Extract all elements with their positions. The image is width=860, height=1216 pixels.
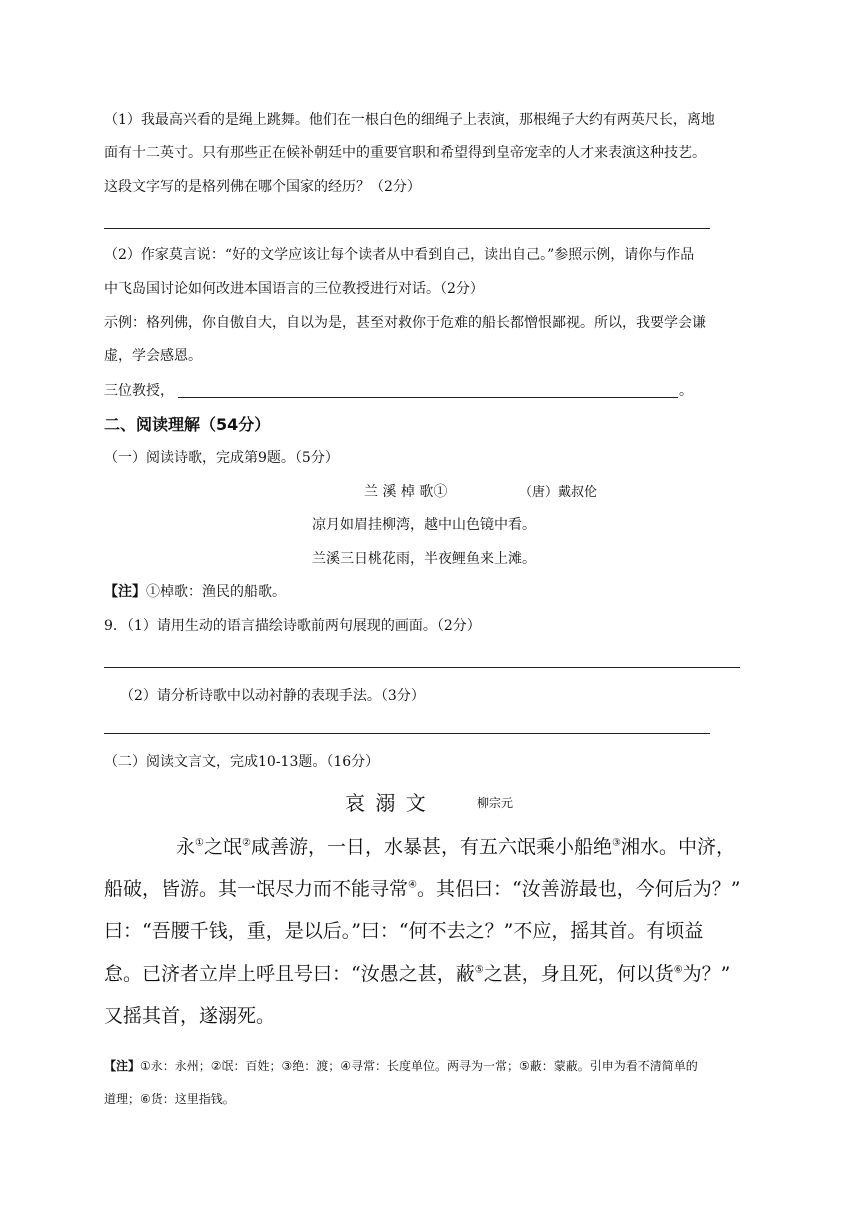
prose-text: 为？” xyxy=(682,963,731,985)
prose-line-1 xyxy=(176,833,735,861)
section-heading: 二、阅读理解（54分） xyxy=(104,415,271,434)
prose-text: 之氓 xyxy=(203,836,242,858)
q2-answer-suffix: 。 xyxy=(679,383,693,399)
prose-note-label: 【注】 xyxy=(104,1059,141,1073)
prose-text: 怠。已济者立岸上呼且号曰：“汝愚之甚，蔽 xyxy=(104,963,475,985)
q1-line-1: （1）我最高兴看的是绳上跳舞。他们在一根白色的细绳子上表演，那根绳子大约有两英尺长，离地 xyxy=(104,112,715,128)
poem-author: （唐）戴叔伦 xyxy=(519,485,598,500)
prose-text: 咸善游，一日，水暴甚，有五六氓乘小船绝 xyxy=(250,836,612,858)
q2-answer-prefix: 三位教授， xyxy=(104,383,174,399)
q1-line-2: 面有十二英寸。只有那些正在候补朝廷中的重要官职和希望得到皇帝宠幸的人才来表演这种技艺。 xyxy=(104,145,706,161)
footnote-marker: ① xyxy=(195,837,204,849)
prose-text: 。其侣曰：“汝善游最也，今何后为？” xyxy=(416,878,741,900)
q1-answer-line[interactable] xyxy=(104,228,710,229)
poem-note-text: ①棹歌：渔民的船歌。 xyxy=(146,584,286,600)
prose-line-3: 曰：“吾腰千钱，重，是以后。”曰：“何不去之？”不应，摇其首。有顷益 xyxy=(104,920,704,942)
prose-note-text: ①永：永州；②氓：百姓；③绝：渡；④寻常：长度单位。两寻为一常；⑤蔽：蒙蔽。引申为看不清简单的 xyxy=(140,1059,698,1073)
prose-line-2 xyxy=(104,875,740,903)
q1-question: 这段文字写的是格列佛在哪个国家的经历？（2分） xyxy=(104,179,421,195)
footnote-marker: ④ xyxy=(408,879,417,891)
q2-example-line-2: 虚，学会感恩。 xyxy=(104,348,202,364)
part2-intro: （二）阅读文言文，完成10-13题。（16分） xyxy=(104,754,380,770)
prose-note-line-1 xyxy=(104,1057,698,1075)
prose-line-5: 又摇其首，遂溺死。 xyxy=(104,1005,276,1027)
footnote-marker: ② xyxy=(242,837,251,849)
poem-line-1: 凉月如眉挂柳湾，越中山色镜中看。 xyxy=(312,517,536,533)
part1-intro: （一）阅读诗歌，完成第9题。（5分） xyxy=(104,450,339,466)
prose-note-line-2: 道理；⑥货：这里指钱。 xyxy=(104,1092,235,1106)
poem-note-label: 【注】 xyxy=(104,584,146,600)
poem-title: 兰 溪 棹 歌① xyxy=(364,484,448,500)
q2-answer-line[interactable] xyxy=(178,397,678,398)
footnote-marker: ⑥ xyxy=(673,964,683,976)
prose-text: 之甚，身且死，何以货 xyxy=(483,963,674,985)
q2-example-line-1: 示例：格列佛，你自傲自大，自以为是，甚至对救你于危难的船长都憎恨鄙视。所以，我要学会谦 xyxy=(104,315,706,331)
footnote-marker: ③ xyxy=(611,837,621,849)
poem-line-2: 兰溪三日桃花雨，半夜鲤鱼来上滩。 xyxy=(312,551,536,567)
q9-1-answer-line[interactable] xyxy=(104,667,740,668)
prose-line-4 xyxy=(104,960,730,988)
q2-line-2: 中飞岛国讨论如何改进本国语言的三位教授进行对话。（2分） xyxy=(104,281,484,297)
q2-line-1: （2）作家莫言说：“好的文学应该让每个读者从中看到自己，读出自己。”参照示例，请你与作品 xyxy=(104,247,695,263)
q9-2-answer-line[interactable] xyxy=(104,733,710,734)
q9-part-1: 9．（1）请用生动的语言描绘诗歌前两句展现的画面。（2分） xyxy=(104,618,481,634)
prose-text: 湘水。中济， xyxy=(620,836,735,858)
prose-text: 船破，皆游。其一氓尽力而不能寻常 xyxy=(104,878,409,900)
prose-text: 永 xyxy=(176,836,196,858)
poem-note xyxy=(104,582,286,602)
q9-part-2: （2）请分析诗歌中以动衬静的表现手法。（3分） xyxy=(120,688,425,704)
prose-title: 哀 溺 文 xyxy=(345,791,428,815)
footnote-marker: ⑤ xyxy=(474,964,484,976)
prose-author: 柳宗元 xyxy=(477,796,514,810)
